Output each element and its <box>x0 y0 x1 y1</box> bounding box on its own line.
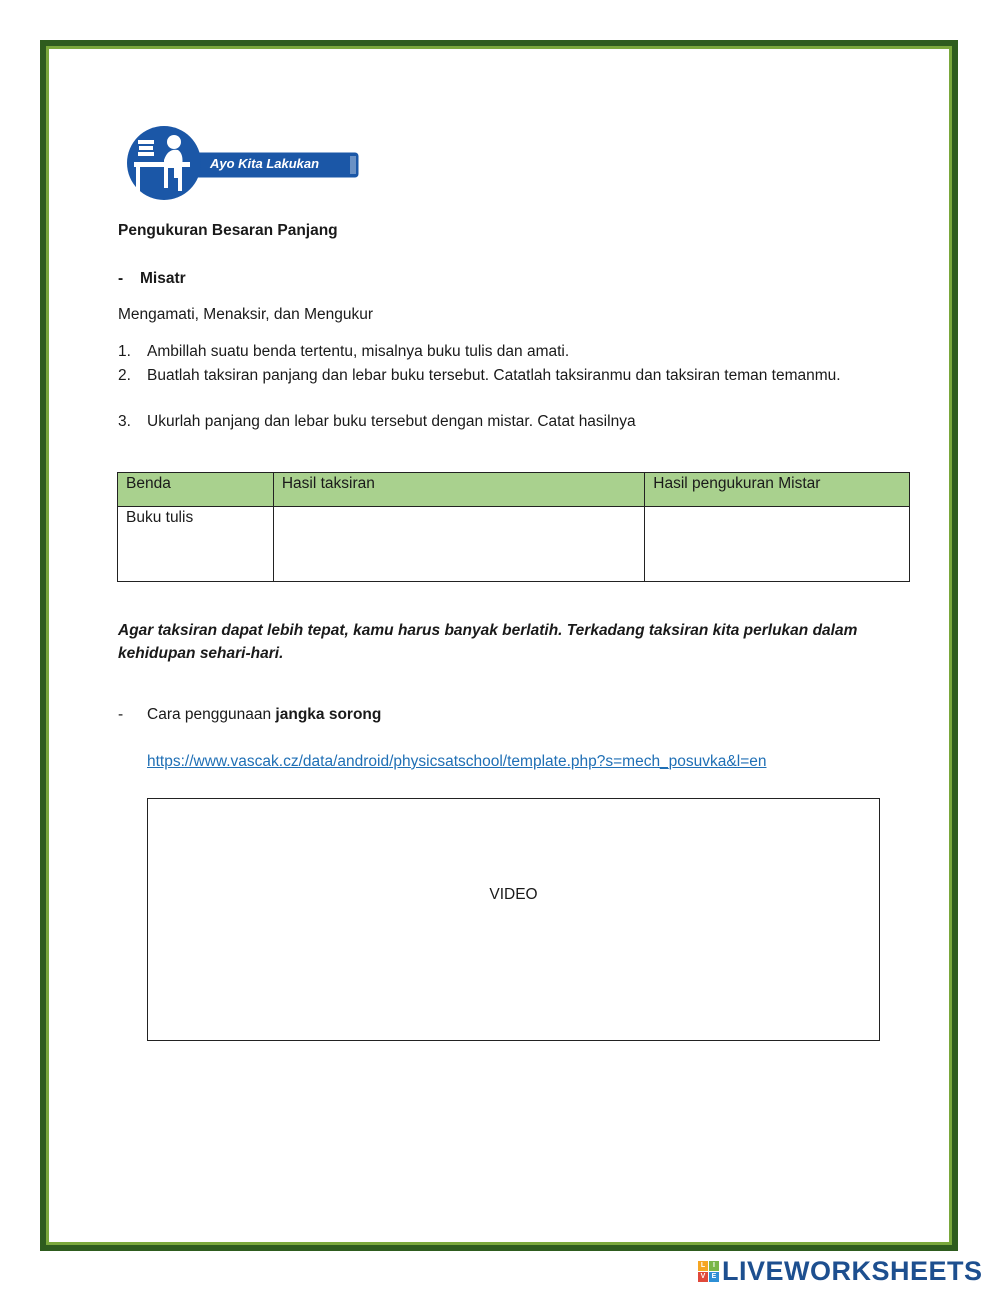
video-placeholder[interactable] <box>147 798 880 1041</box>
bullet-prefix: Cara penggunaan <box>147 706 276 723</box>
measurement-table <box>117 472 910 582</box>
table-header-row <box>118 473 910 507</box>
subheading: Mengamati, Menaksir, dan Mengukur <box>118 306 374 323</box>
brand-text: LIVEWORKSHEETS <box>722 1255 983 1286</box>
column-header: Hasil pengukuran Mistar <box>645 473 910 507</box>
column-header: Benda <box>118 473 274 507</box>
table-cell-benda: Buku tulis <box>118 507 274 582</box>
step-text: Ukurlah panjang dan lebar buku tersebut dengan mistar. Catat hasilnya <box>147 413 636 430</box>
table-cell-mistar-input[interactable] <box>645 507 910 582</box>
step-text: Ambillah suatu benda tertentu, misalnya buku tulis dan amati. <box>147 343 570 360</box>
step-number: 1. <box>118 343 131 360</box>
page-title: Pengukuran Besaran Panjang <box>118 222 338 239</box>
table-row <box>118 507 910 582</box>
step-text: Buatlah taksiran panjang dan lebar buku tersebut. Catatlah taksiranmu dan taksiran teman temanmu. <box>147 367 841 384</box>
step-number: 3. <box>118 413 131 430</box>
video-label: VIDEO <box>489 886 538 903</box>
bullet-bold: jangka sorong <box>275 706 382 723</box>
bullet-dash: - <box>118 706 124 723</box>
vascak-link[interactable]: https://www.vascak.cz/data/android/physicsatschool/template.php?s=mech_posuvka&l=en <box>147 753 767 770</box>
bullet-dash: - <box>118 270 124 287</box>
table-cell-taksiran-input[interactable] <box>273 507 644 582</box>
step-number: 2. <box>118 367 131 384</box>
liveworksheets-logo-icon: L I V E <box>698 1261 719 1282</box>
bullet-label-misatr: Misatr <box>140 270 186 287</box>
bullet-label-jangka-sorong <box>147 703 381 726</box>
column-header: Hasil taksiran <box>273 473 644 507</box>
note-text: Agar taksiran dapat lebih tepat, kamu harus banyak berlatih. Terkadang taksiran kita perlukan dalam kehidupan sehari-hari. <box>118 622 858 662</box>
liveworksheets-brand <box>698 1256 983 1286</box>
logo-text: Ayo Kita Lakukan <box>210 156 320 171</box>
